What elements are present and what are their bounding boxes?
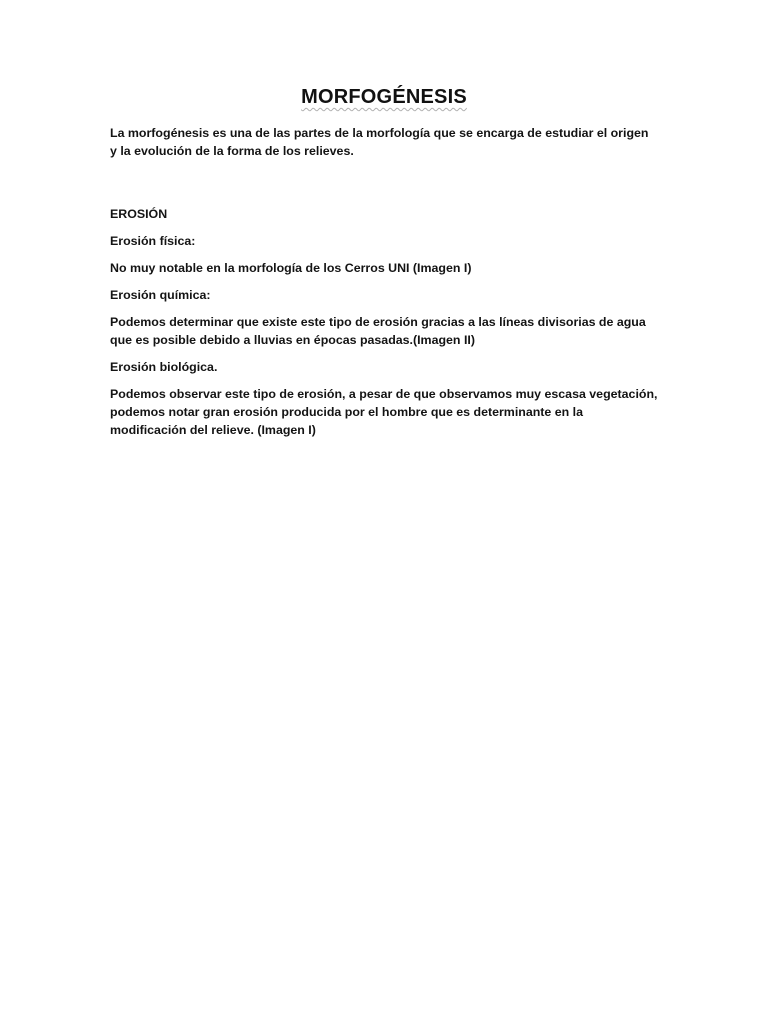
intro-paragraph: La morfogénesis es una de las partes de la morfología que se encarga de estudiar el origen y la evolución de la forma de los relieves. [110, 126, 649, 158]
section-heading-erosion: EROSIÓN [110, 207, 168, 221]
page-title-text: MORFOGÉNESIS [301, 86, 467, 108]
text-erosion-biologica: Podemos observar este tipo de erosión, a pesar de que observamos muy escasa vegetación, podemos notar gran erosión producida por el hombre que es determinante en la modificación del relieve. (Imagen I) [110, 387, 658, 437]
page-title [0, 86, 768, 109]
heading-erosion-fisica: Erosión física: [110, 234, 196, 248]
text-erosion-quimica: Podemos determinar que existe este tipo de erosión gracias a las líneas divisorias de agua que es posible debido a lluvias en épocas pasadas.(Imagen II) [110, 315, 646, 347]
paragraph-spacer [110, 169, 658, 205]
text-erosion-fisica: No muy notable en la morfología de los Cerros UNI (Imagen I) [110, 261, 472, 275]
document-body [110, 124, 658, 448]
heading-erosion-biologica: Erosión biológica. [110, 360, 218, 374]
heading-erosion-quimica: Erosión química: [110, 288, 211, 302]
